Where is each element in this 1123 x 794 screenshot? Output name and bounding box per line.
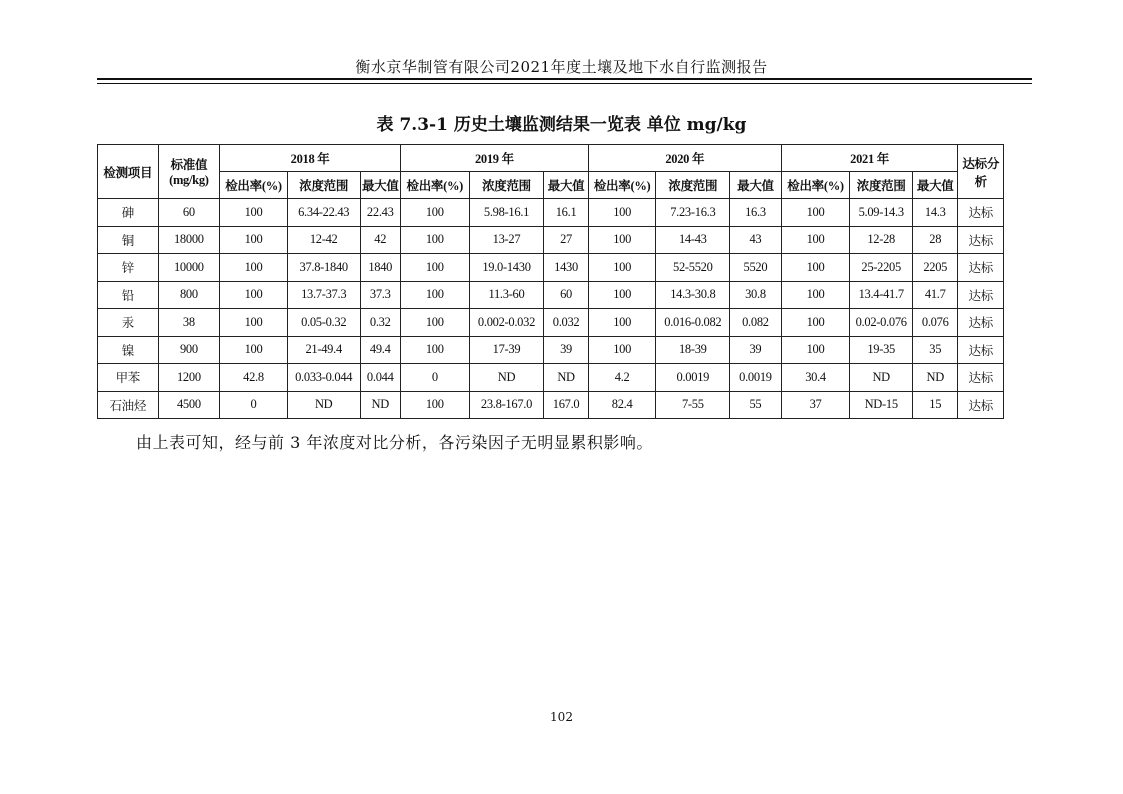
- table-cell: 0.002-0.032: [469, 309, 544, 337]
- table-cell: 100: [781, 309, 850, 337]
- header-rule-thin: [97, 83, 1032, 84]
- table-cell: 14.3: [912, 199, 957, 227]
- page-number: 102: [550, 710, 573, 724]
- table-cell: 13.4-41.7: [850, 281, 913, 309]
- max-value-header: 最大值: [360, 172, 400, 199]
- table-cell: 2205: [912, 254, 957, 282]
- table-cell: 38: [158, 309, 220, 337]
- table-cell: 7-55: [656, 391, 730, 419]
- table-cell: 60: [544, 281, 588, 309]
- pollutant-name: 锌: [98, 254, 159, 282]
- table-cell: 1840: [360, 254, 400, 282]
- table-cell: 100: [781, 336, 850, 364]
- table-cell: 30.8: [730, 281, 782, 309]
- table-cell: 100: [400, 336, 469, 364]
- max-value-header: 最大值: [544, 172, 588, 199]
- table-cell: 100: [588, 281, 656, 309]
- table-cell: 15: [912, 391, 957, 419]
- header-rule-thick: [97, 78, 1032, 80]
- table-cell: 100: [400, 226, 469, 254]
- table-cell: ND: [912, 364, 957, 392]
- detection-rate-header: 检出率(%): [588, 172, 656, 199]
- table-row: [98, 364, 1004, 392]
- table-cell: 42.8: [220, 364, 288, 392]
- table-cell: 0.033-0.044: [287, 364, 360, 392]
- pollutant-name: 镍: [98, 336, 159, 364]
- table-cell: 1200: [158, 364, 220, 392]
- pollutant-name: 铅: [98, 281, 159, 309]
- table-cell: ND: [287, 391, 360, 419]
- table-row: [98, 336, 1004, 364]
- table-cell: 100: [400, 281, 469, 309]
- table-cell: 100: [781, 254, 850, 282]
- compliance-result: 达标: [958, 254, 1004, 282]
- table-cell: 25-2205: [850, 254, 913, 282]
- header-result-line1: 达标分: [962, 156, 1000, 171]
- table-cell: 100: [400, 309, 469, 337]
- header-year-2021: 2021 年: [781, 145, 958, 172]
- table-cell: 0.082: [730, 309, 782, 337]
- table-cell: 800: [158, 281, 220, 309]
- table-row: [98, 309, 1004, 337]
- pollutant-name: 石油烃: [98, 391, 159, 419]
- conclusion-note: 由上表可知，经与前 3 年浓度对比分析，各污染因子无明显累积影响。: [136, 433, 653, 452]
- table-cell: 100: [400, 254, 469, 282]
- table-cell: 16.3: [730, 199, 782, 227]
- subheader-row: [98, 172, 1004, 199]
- table-cell: 82.4: [588, 391, 656, 419]
- table-cell: 19.0-1430: [469, 254, 544, 282]
- table-cell: 12-42: [287, 226, 360, 254]
- header-standard-line1: 标准值: [170, 158, 208, 172]
- table-cell: 39: [730, 336, 782, 364]
- table-cell: 0: [220, 391, 288, 419]
- table-row: [98, 281, 1004, 309]
- compliance-result: 达标: [958, 364, 1004, 392]
- table-cell: 1430: [544, 254, 588, 282]
- detection-rate-header: 检出率(%): [781, 172, 850, 199]
- table-cell: 12-28: [850, 226, 913, 254]
- table-cell: 35: [912, 336, 957, 364]
- table-cell: 0.05-0.32: [287, 309, 360, 337]
- compliance-result: 达标: [958, 226, 1004, 254]
- table-row: [98, 226, 1004, 254]
- table-cell: 7.23-16.3: [656, 199, 730, 227]
- header-year-2018: 2018 年: [220, 145, 401, 172]
- table-cell: 0.02-0.076: [850, 309, 913, 337]
- table-cell: 100: [588, 226, 656, 254]
- table-cell: 10000: [158, 254, 220, 282]
- table-cell: 4.2: [588, 364, 656, 392]
- pollutant-name: 甲苯: [98, 364, 159, 392]
- table-cell: 39: [544, 336, 588, 364]
- table-cell: 100: [588, 336, 656, 364]
- table-cell: 100: [400, 391, 469, 419]
- header-year-2019: 2019 年: [400, 145, 588, 172]
- table-cell: 42: [360, 226, 400, 254]
- table-cell: 18-39: [656, 336, 730, 364]
- table-cell: 0.016-0.082: [656, 309, 730, 337]
- table-cell: 14-43: [656, 226, 730, 254]
- table-cell: 100: [220, 309, 288, 337]
- table-cell: 22.43: [360, 199, 400, 227]
- soil-monitoring-table: [97, 144, 1004, 419]
- header-result-line2: 析: [974, 174, 987, 189]
- table-cell: 100: [220, 336, 288, 364]
- header-standard-line2: (mg/kg): [169, 173, 209, 187]
- pollutant-name: 砷: [98, 199, 159, 227]
- table-cell: 5.98-16.1: [469, 199, 544, 227]
- table-cell: 5520: [730, 254, 782, 282]
- table-cell: 100: [220, 254, 288, 282]
- table-cell: 100: [220, 199, 288, 227]
- table-cell: 0.076: [912, 309, 957, 337]
- header-year-2020: 2020 年: [588, 145, 781, 172]
- table-cell: 37.3: [360, 281, 400, 309]
- compliance-result: 达标: [958, 309, 1004, 337]
- table-cell: 41.7: [912, 281, 957, 309]
- table-cell: ND: [850, 364, 913, 392]
- table-cell: 167.0: [544, 391, 588, 419]
- table-cell: ND: [469, 364, 544, 392]
- table-cell: 19-35: [850, 336, 913, 364]
- compliance-result: 达标: [958, 199, 1004, 227]
- table-cell: 100: [220, 226, 288, 254]
- table-cell: 16.1: [544, 199, 588, 227]
- table-cell: 14.3-30.8: [656, 281, 730, 309]
- table-cell: 100: [220, 281, 288, 309]
- table-body: [98, 199, 1004, 419]
- table-cell: 28: [912, 226, 957, 254]
- concentration-range-header: 浓度范围: [850, 172, 913, 199]
- table-cell: 49.4: [360, 336, 400, 364]
- pollutant-name: 铜: [98, 226, 159, 254]
- table-cell: 900: [158, 336, 220, 364]
- table-cell: 0.0019: [656, 364, 730, 392]
- compliance-result: 达标: [958, 336, 1004, 364]
- table-cell: 30.4: [781, 364, 850, 392]
- table-cell: 21-49.4: [287, 336, 360, 364]
- table-cell: 100: [400, 199, 469, 227]
- table-cell: 5.09-14.3: [850, 199, 913, 227]
- table-cell: 6.34-22.43: [287, 199, 360, 227]
- header-standard: [158, 145, 220, 199]
- table-row: [98, 254, 1004, 282]
- table-cell: 0.32: [360, 309, 400, 337]
- table-cell: 37: [781, 391, 850, 419]
- table-cell: 18000: [158, 226, 220, 254]
- table-cell: 11.3-60: [469, 281, 544, 309]
- table-cell: 60: [158, 199, 220, 227]
- table-cell: 0: [400, 364, 469, 392]
- table-cell: 37.8-1840: [287, 254, 360, 282]
- table-cell: 0.032: [544, 309, 588, 337]
- table-cell: 100: [781, 281, 850, 309]
- max-value-header: 最大值: [912, 172, 957, 199]
- max-value-header: 最大值: [730, 172, 782, 199]
- table-cell: 0.0019: [730, 364, 782, 392]
- table-cell: 23.8-167.0: [469, 391, 544, 419]
- table-cell: 43: [730, 226, 782, 254]
- header-item: 检测项目: [98, 145, 159, 199]
- table-row: [98, 199, 1004, 227]
- table-cell: 100: [588, 199, 656, 227]
- detection-rate-header: 检出率(%): [400, 172, 469, 199]
- table-cell: 17-39: [469, 336, 544, 364]
- table-title: 表 7.3-1 历史土壤监测结果一览表 单位 mg/kg: [376, 115, 747, 135]
- table-cell: 55: [730, 391, 782, 419]
- table-cell: ND-15: [850, 391, 913, 419]
- compliance-result: 达标: [958, 391, 1004, 419]
- concentration-range-header: 浓度范围: [287, 172, 360, 199]
- concentration-range-header: 浓度范围: [469, 172, 544, 199]
- table-cell: 100: [588, 309, 656, 337]
- table-cell: ND: [360, 391, 400, 419]
- pollutant-name: 汞: [98, 309, 159, 337]
- table-cell: 100: [781, 226, 850, 254]
- table-row: [98, 391, 1004, 419]
- table-cell: 13-27: [469, 226, 544, 254]
- table-cell: 4500: [158, 391, 220, 419]
- table-cell: 13.7-37.3: [287, 281, 360, 309]
- compliance-result: 达标: [958, 281, 1004, 309]
- table-cell: 100: [588, 254, 656, 282]
- table-cell: 0.044: [360, 364, 400, 392]
- table-cell: 27: [544, 226, 588, 254]
- header-result: [958, 145, 1004, 199]
- table-cell: ND: [544, 364, 588, 392]
- page-header: 衡水京华制管有限公司2021年度土壤及地下水自行监测报告: [355, 58, 768, 76]
- detection-rate-header: 检出率(%): [220, 172, 288, 199]
- table-cell: 52-5520: [656, 254, 730, 282]
- concentration-range-header: 浓度范围: [656, 172, 730, 199]
- table-cell: 100: [781, 199, 850, 227]
